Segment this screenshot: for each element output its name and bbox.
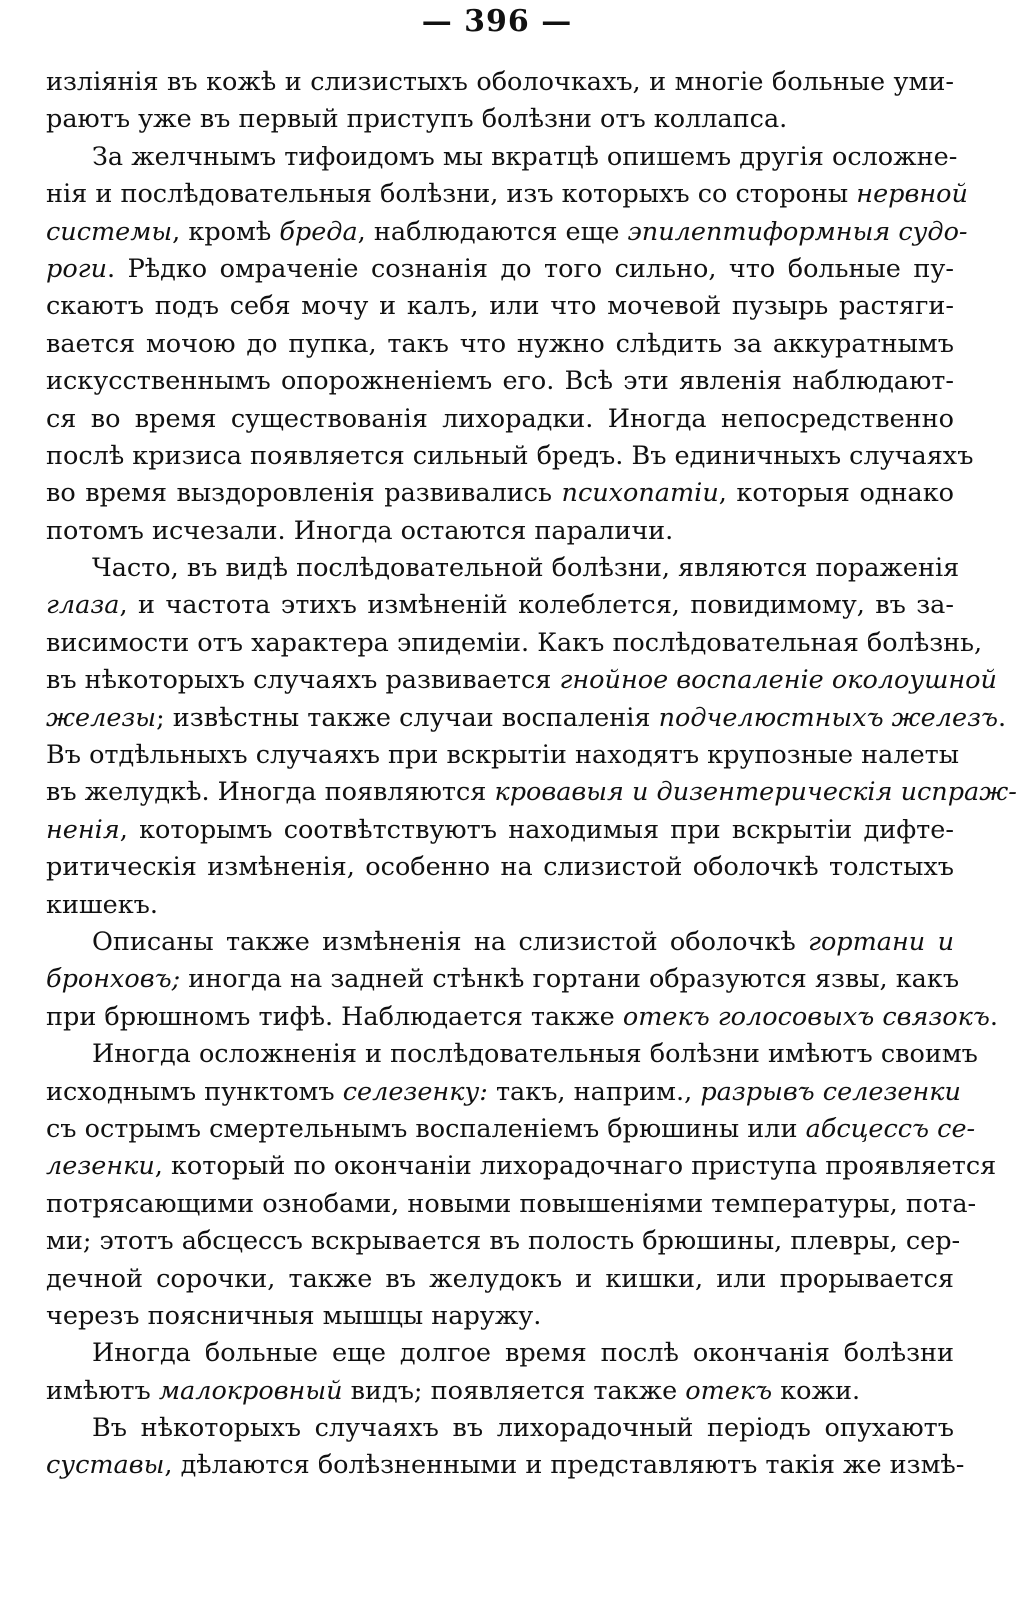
text-line xyxy=(46,999,998,1036)
text-run: дечной сорочки, также въ желудокъ и кишки, или прорывается xyxy=(46,1263,954,1294)
text-line xyxy=(46,662,997,699)
text-line xyxy=(46,64,954,101)
italic-term: железы xyxy=(46,702,157,733)
text-run: ; извѣстны также случаи воспаленія xyxy=(156,702,659,733)
text-line xyxy=(46,887,954,924)
page-number: — 396 — xyxy=(421,4,573,39)
text-run: ся во время существованія лихорадки. Иногда непосредственно xyxy=(46,403,954,434)
text-line xyxy=(46,326,954,363)
text-line xyxy=(46,363,954,400)
italic-term: селезенку: xyxy=(342,1076,488,1107)
text-line xyxy=(46,475,954,512)
text-line xyxy=(46,587,954,624)
text-run: Иногда осложненія и послѣдовательныя болѣзни имѣютъ своимъ xyxy=(92,1039,978,1070)
text-run: искусственнымъ опорожненіемъ его. Всѣ эти явленія наблюдают- xyxy=(46,366,954,397)
text-line xyxy=(46,139,958,176)
text-run: съ острымъ смертельнымъ воспаленіемъ брюшины или xyxy=(46,1113,806,1144)
italic-term: глаза xyxy=(46,590,120,621)
italic-term: разрывъ селезенки xyxy=(700,1076,961,1107)
text-run: нія и послѣдовательныя болѣзни, изъ которыхъ со стороны xyxy=(46,179,857,210)
text-line xyxy=(46,101,954,138)
text-run: Въ нѣкоторыхъ случаяхъ въ лихорадочный періодъ опухаютъ xyxy=(92,1413,954,1444)
text-line xyxy=(46,513,954,550)
text-line xyxy=(46,438,974,475)
italic-term: абсцессъ се- xyxy=(805,1113,976,1144)
text-line xyxy=(46,774,1017,811)
text-run: скаютъ подъ себя мочу и калъ, или что мочевой пузырь растяги- xyxy=(46,291,954,322)
italic-term: гнойное воспаленіе околоушной xyxy=(559,665,997,696)
text-line xyxy=(46,849,954,886)
italic-term: нервной xyxy=(856,179,968,210)
text-line xyxy=(46,1148,997,1185)
text-line xyxy=(46,924,954,961)
text-run: во время выздоровленія развивались xyxy=(46,478,562,509)
text-line xyxy=(46,1036,978,1073)
text-line xyxy=(46,251,954,288)
text-line xyxy=(46,1335,954,1372)
text-run: такъ, наприм., xyxy=(487,1076,701,1107)
text-line xyxy=(46,288,954,325)
italic-term: психопатіи xyxy=(561,478,719,509)
text-run: имѣютъ xyxy=(46,1375,159,1406)
italic-term: бронховъ; xyxy=(46,964,181,995)
text-line xyxy=(46,214,968,251)
text-line xyxy=(46,1373,954,1410)
text-run: , наблюдаются еще xyxy=(357,216,628,247)
text-run: ритическія измѣненія, особенно на слизистой оболочкѣ толстыхъ xyxy=(46,852,954,883)
text-run: исходнымъ пунктомъ xyxy=(46,1076,343,1107)
italic-term: суставы xyxy=(46,1450,165,1481)
text-run: кожи. xyxy=(772,1375,861,1406)
text-run: при брюшномъ тифѣ. Наблюдается также xyxy=(46,1001,623,1032)
italic-term: отекъ xyxy=(685,1375,773,1406)
text-run: видъ; появляется также xyxy=(342,1375,686,1406)
text-run: черезъ поясничныя мышцы наружу. xyxy=(46,1300,542,1331)
text-run: висимости отъ характера эпидеміи. Какъ послѣдовательная болѣзнь, xyxy=(46,627,983,658)
text-line xyxy=(46,1447,965,1484)
text-run: , и частота этихъ измѣненій колеблется, повидимому, въ за- xyxy=(119,590,954,621)
text-run: потомъ исчезали. Иногда остаются параличи. xyxy=(46,515,674,546)
text-line xyxy=(46,1186,977,1223)
text-run: послѣ кризиса появляется сильный бредъ. Въ единичныхъ случаяхъ xyxy=(46,440,974,471)
text-line xyxy=(46,812,954,849)
text-line xyxy=(46,1410,954,1447)
text-run: , дѣлаются болѣзненными и представляютъ такія же измѣ- xyxy=(164,1450,965,1481)
text-run: За желчнымъ тифоидомъ мы вкратцѣ опишемъ другія осложне- xyxy=(92,141,958,172)
text-run: вается мочою до пупка, такъ что нужно слѣдить за аккуратнымъ xyxy=(46,328,954,359)
body-text xyxy=(46,64,1017,1485)
italic-term: системы xyxy=(46,216,173,247)
text-run: . xyxy=(989,1001,998,1032)
text-run: Иногда больные еще долгое время послѣ окончанія болѣзни xyxy=(92,1338,954,1369)
text-run: Въ отдѣльныхъ случаяхъ при вскрытіи находятъ крупозные налеты xyxy=(46,740,960,771)
text-run: изліянія въ кожѣ и слизистыхъ оболочкахъ, и многіе больные уми- xyxy=(46,67,954,97)
italic-term: гортани и xyxy=(808,926,954,957)
italic-term: эпилептиформныя судо- xyxy=(627,216,968,247)
text-line xyxy=(46,1111,976,1148)
text-line xyxy=(46,1074,961,1111)
italic-term: малокровный xyxy=(158,1375,343,1406)
text-run: , которымъ соотвѣтствуютъ находимыя при вскрытіи дифте- xyxy=(119,814,954,845)
text-run: , который по окончаніи лихорадочнаго приступа проявляется xyxy=(154,1151,997,1182)
text-run: въ нѣкоторыхъ случаяхъ развивается xyxy=(46,665,560,696)
text-run: раютъ уже въ первый приступъ болѣзни отъ коллапса. xyxy=(46,104,788,135)
text-line xyxy=(46,737,960,774)
text-line xyxy=(46,961,960,998)
text-line xyxy=(46,1223,961,1260)
italic-term: подчелюстныхъ железъ xyxy=(658,702,998,733)
text-line xyxy=(46,401,954,438)
italic-term: ненія xyxy=(46,814,120,845)
italic-term: лезенки xyxy=(46,1151,155,1182)
text-line xyxy=(46,625,983,662)
text-run: Описаны также измѣненія на слизистой оболочкѣ xyxy=(92,926,809,957)
text-run: , которыя однако xyxy=(718,478,954,509)
text-run: . xyxy=(998,702,1007,733)
italic-term: бреда xyxy=(279,216,358,247)
text-run: . Рѣдко омраченіе сознанія до того сильно, что больные пу- xyxy=(107,253,954,284)
italic-term: кровавыя и дизентерическія испраж- xyxy=(494,777,1017,808)
text-run: ми; этотъ абсцессъ вскрывается въ полость брюшины, плевры, сер- xyxy=(46,1226,961,1257)
text-run: кишекъ. xyxy=(46,889,158,920)
italic-term: роги xyxy=(46,253,107,284)
text-line xyxy=(46,550,960,587)
text-line xyxy=(46,1261,954,1298)
text-run: иногда на задней стѣнкѣ гортани образуются язвы, какъ xyxy=(180,964,960,995)
text-line xyxy=(46,1298,954,1335)
text-run: потрясающими ознобами, новыми повышеніями температуры, пота- xyxy=(46,1188,977,1219)
italic-term: отекъ голосовыхъ связокъ xyxy=(622,1001,990,1032)
text-run: , кромѣ xyxy=(172,216,280,247)
text-line xyxy=(46,176,968,213)
text-run: въ желудкѣ. Иногда появляются xyxy=(46,777,495,808)
text-line xyxy=(46,700,1007,737)
text-run: Часто, въ видѣ послѣдовательной болѣзни, являются пораженія xyxy=(92,553,960,584)
